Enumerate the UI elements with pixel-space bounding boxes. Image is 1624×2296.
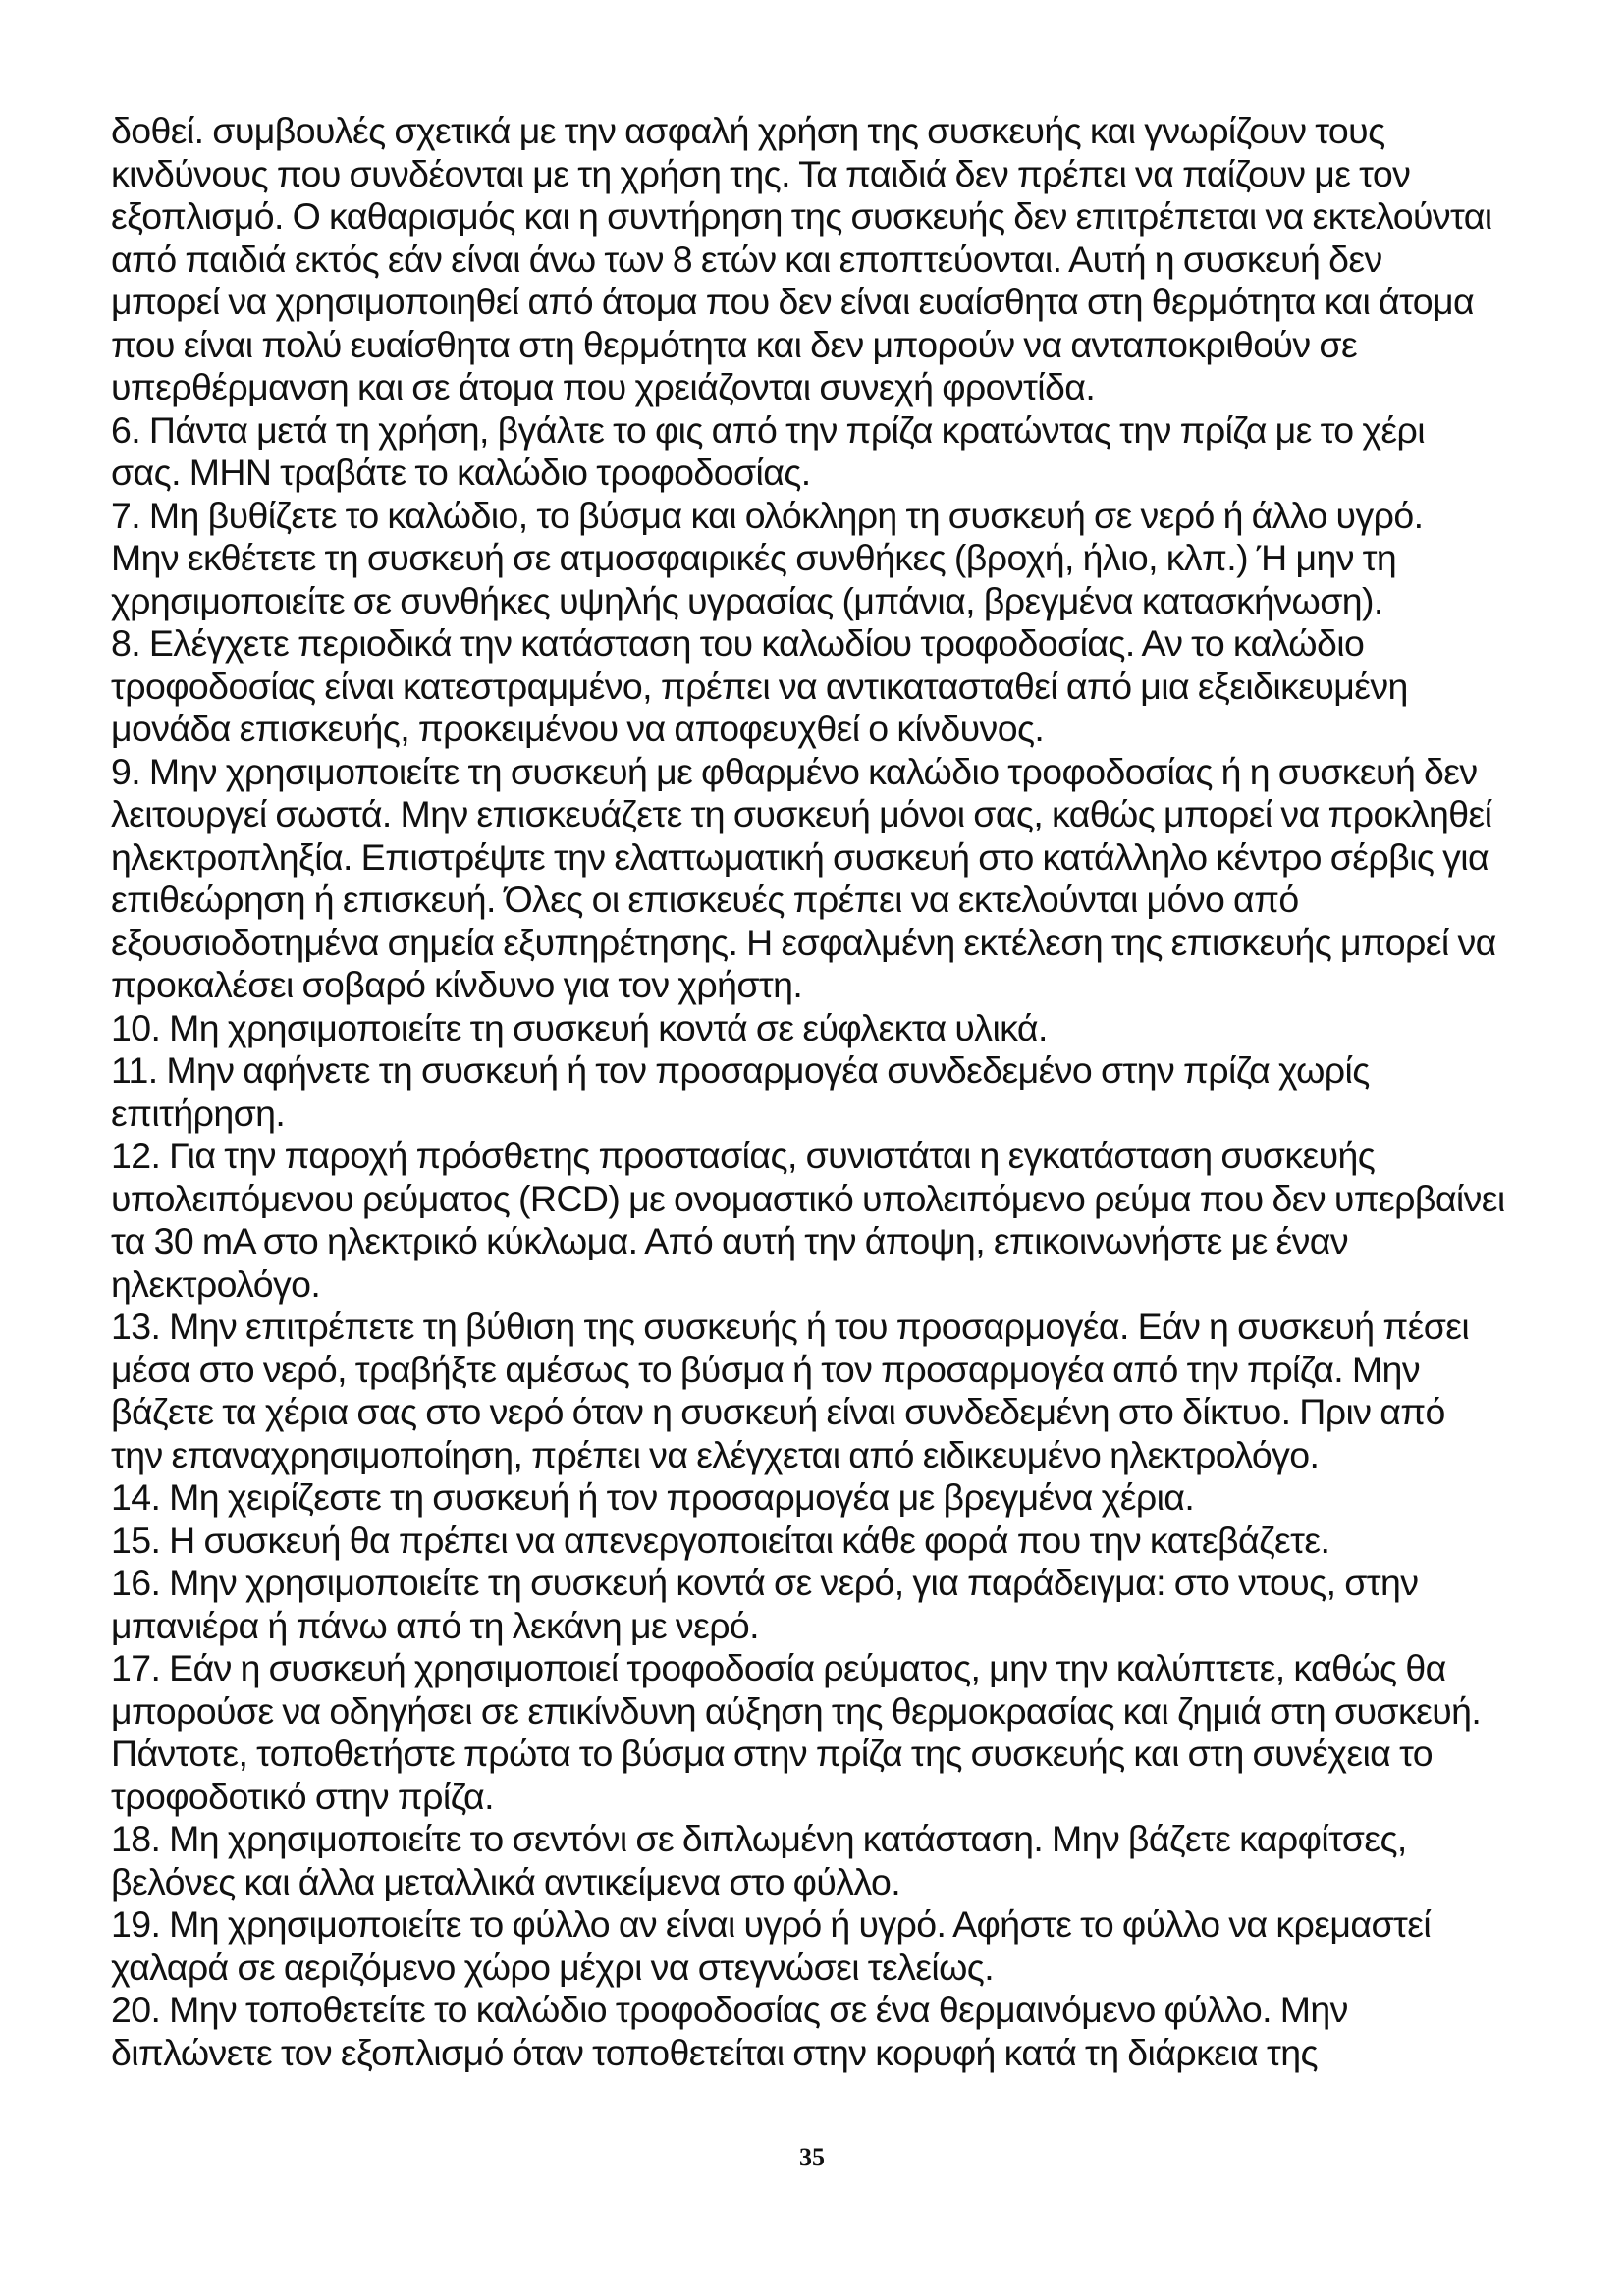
text-line: λειτουργεί σωστά. Μην επισκευάζετε τη συσκευή μόνοι σας, καθώς μπορεί να προκληθεί — [111, 793, 1492, 834]
text-line: 6. Πάντα μετά τη χρήση, βγάλτε το φις από την πρίζα κρατώντας την πρίζα με το χέρι — [111, 408, 1425, 451]
text-line: 11. Μην αφήνετε τη συσκευή ή τον προσαρμογέα συνδεδεμένο στην πρίζα χωρίς — [111, 1049, 1370, 1091]
text-line: κινδύνους που συνδέονται με τη χρήση της. Τα παιδιά δεν πρέπει να παίζουν με τον — [111, 152, 1411, 194]
text-line: 19. Μη χρησιμοποιείτε το φύλλο αν είναι υγρό ή υγρό. Αφήστε το φύλλο να κρεμαστεί — [111, 1903, 1432, 1945]
text-line: σας. ΜΗΝ τραβάτε το καλώδιο τροφοδοσίας. — [111, 452, 811, 493]
text-line: που είναι πολύ ευαίσθητα στη θερμότητα και δεν μπορούν να ανταποκριθούν σε — [111, 323, 1358, 365]
text-line: 15. Η συσκευή θα πρέπει να απενεργοποιείται κάθε φορά που την κατεβάζετε. — [111, 1519, 1330, 1561]
text-line: τα 30 mA στο ηλεκτρικό κύκλωμα. Από αυτή την άποψη, επικοινωνήστε με έναν — [111, 1220, 1348, 1261]
text-line: 10. Μη χρησιμοποιείτε τη συσκευή κοντά σε εύφλεκτα υλικά. — [111, 1006, 1048, 1048]
text-line: 7. Μη βυθίζετε το καλώδιο, το βύσμα και ολόκληρη τη συσκευή σε νερό ή άλλο υγρό. — [111, 494, 1424, 536]
text-line: 14. Μη χειρίζεστε τη συσκευή ή τον προσαρμογέα με βρεγμένα χέρια. — [111, 1476, 1195, 1518]
text-line: μπορεί να χρησιμοποιηθεί από άτομα που δεν είναι ευαίσθητα στη θερμότητα και άτομα — [111, 281, 1475, 322]
text-line: μπορούσε να οδηγήσει σε επικίνδυνη αύξηση της θερμοκρασίας και ζημιά στη συσκευή. — [111, 1689, 1482, 1732]
text-line: τροφοδοτικό στην πρίζα. — [111, 1775, 494, 1817]
text-line: Πάντοτε, τοποθετήστε πρώτα το βύσμα στην πρίζα της συσκευής και στη συνέχεια το — [111, 1733, 1434, 1774]
text-line: 12. Για την παροχή πρόσθετης προστασίας, συνιστάται η εγκατάσταση συσκευής — [111, 1135, 1376, 1176]
text-line: 20. Μην τοποθετείτε το καλώδιο τροφοδοσίας σε ένα θερμαινόμενο φύλλο. Μην — [111, 1989, 1348, 2030]
text-line: ηλεκτρολόγο. — [111, 1262, 321, 1305]
text-line: μέσα στο νερό, τραβήξτε αμέσως το βύσμα ή τον προσαρμογέα από την πρίζα. Μην — [111, 1348, 1420, 1390]
text-line: την επαναχρησιμοποίηση, πρέπει να ελέγχεται από ειδικευμένο ηλεκτρολόγο. — [111, 1433, 1320, 1475]
text-line: διπλώνετε τον εξοπλισμό όταν τοποθετείται στην κορυφή κατά τη διάρκεια της — [111, 2031, 1318, 2073]
text-line: μονάδα επισκευής, προκειμένου να αποφευχθεί ο κίνδυνος. — [111, 708, 1045, 749]
text-line: δοθεί. συμβουλές σχετικά με την ασφαλή χρήση της συσκευής και γνωρίζουν τους — [111, 110, 1385, 151]
document-body — [111, 110, 1525, 2074]
text-line: από παιδιά εκτός εάν είναι άνω των 8 ετών και εποπτεύονται. Αυτή η συσκευή δεν — [111, 238, 1382, 280]
text-line: επιθεώρηση ή επισκευή. Όλες οι επισκευές πρέπει να εκτελούνται μόνο από — [111, 879, 1299, 920]
text-line: 17. Εάν η συσκευή χρησιμοποιεί τροφοδοσία ρεύματος, μην την καλύπτετε, καθώς θα — [111, 1647, 1446, 1688]
text-line: 13. Μην επιτρέπετε τη βύθιση της συσκευής ή του προσαρμογέα. Εάν η συσκευή πέσει — [111, 1306, 1470, 1347]
text-line: ηλεκτροπληξία. Επιστρέψτε την ελαττωματική συσκευή στο κατάλληλο κέντρο σέρβις για — [111, 835, 1489, 878]
text-line: υπερθέρμανση και σε άτομα που χρειάζονται συνεχή φροντίδα. — [111, 366, 1096, 407]
text-line: χρησιμοποιείτε σε συνθήκες υψηλής υγρασίας (μπάνια, βρεγμένα κατασκήνωση). — [111, 579, 1383, 621]
page-number: 35 — [799, 2143, 825, 2171]
text-line: υπολειπόμενου ρεύματος (RCD) με ονομαστικό υπολειπόμενο ρεύμα που δεν υπερβαίνει — [111, 1177, 1505, 1219]
text-line: βελόνες και άλλα μεταλλικά αντικείμενα στο φύλλο. — [111, 1860, 901, 1902]
text-line: προκαλέσει σοβαρό κίνδυνο για τον χρήστη. — [111, 964, 803, 1005]
text-line: 16. Μην χρησιμοποιείτε τη συσκευή κοντά σε νερό, για παράδειγμα: στο ντους, στην — [111, 1562, 1419, 1603]
text-line: 8. Ελέγχετε περιοδικά την κατάσταση του καλωδίου τροφοδοσίας. Αν το καλώδιο — [111, 622, 1365, 664]
text-line: μπανιέρα ή πάνω από τη λεκάνη με νερό. — [111, 1604, 759, 1646]
text-line: εξουσιοδοτημένα σημεία εξυπηρέτησης. Η εσφαλμένη εκτέλεση της επισκευής μπορεί να — [111, 921, 1496, 963]
text-line: Μην εκθέτετε τη συσκευή σε ατμοσφαιρικές συνθήκες (βροχή, ήλιο, κλπ.) Ή μην τη — [111, 537, 1397, 578]
text-line: επιτήρηση. — [111, 1092, 286, 1134]
text-line: 9. Μην χρησιμοποιείτε τη συσκευή με φθαρμένο καλώδιο τροφοδοσίας ή η συσκευή δεν — [111, 750, 1478, 792]
text-line: βάζετε τα χέρια σας στο νερό όταν η συσκευή είναι συνδεδεμένη στο δίκτυο. Πριν από — [111, 1391, 1445, 1432]
text-line: χαλαρά σε αεριζόμενο χώρο μέχρι να στεγνώσει τελείως. — [111, 1946, 995, 1988]
text-line: τροφοδοσίας είναι κατεστραμμένο, πρέπει να αντικατασταθεί από μια εξειδικευμένη — [111, 665, 1408, 707]
text-line: 18. Μη χρησιμοποιείτε το σεντόνι σε διπλωμένη κατάσταση. Μην βάζετε καρφίτσες, — [111, 1818, 1407, 1859]
text-line: εξοπλισμό. Ο καθαρισμός και η συντήρηση της συσκευής δεν επιτρέπεται να εκτελούνται — [111, 195, 1492, 237]
